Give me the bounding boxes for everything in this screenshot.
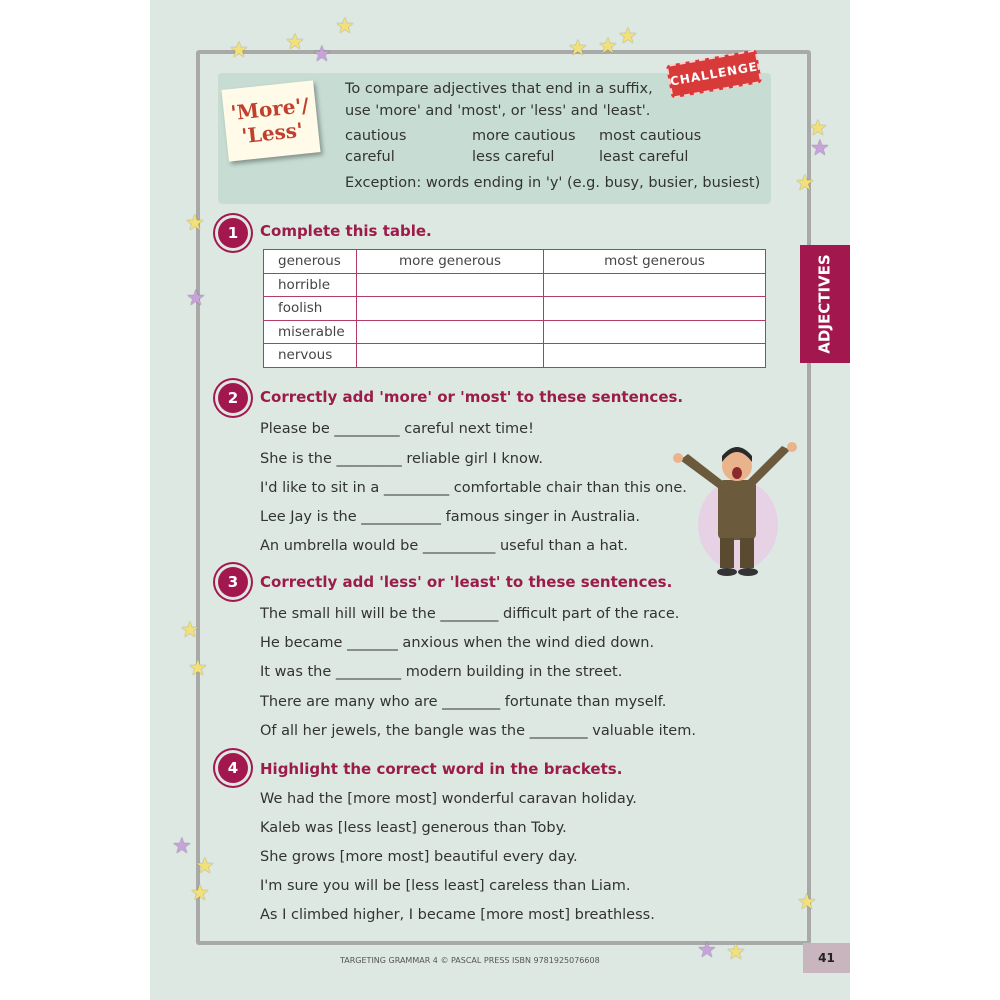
star-icon: ★ <box>172 834 192 859</box>
rule-line-1: To compare adjectives that end in a suffix, <box>345 81 653 97</box>
star-icon: ★ <box>697 938 717 963</box>
example-superlative-1: most cautious <box>599 128 702 144</box>
sentence-line: She is the _________ reliable girl I know. <box>260 451 543 467</box>
footer-credit: TARGETING GRAMMAR 4 © PASCAL PRESS ISBN 9781925076608 <box>340 956 600 965</box>
page-number: 41 <box>803 943 850 973</box>
star-icon: ★ <box>808 116 828 141</box>
sentence-line: She grows [more most] beautiful every day. <box>260 849 578 865</box>
star-icon: ★ <box>285 30 305 55</box>
sentence-line: I'd like to sit in a _________ comfortable chair than this one. <box>260 480 687 496</box>
sentence-line: Lee Jay is the ___________ famous singer in Australia. <box>260 509 640 525</box>
star-icon: ★ <box>186 286 206 311</box>
section-tab <box>800 245 850 363</box>
question-1-number: 1 <box>218 218 248 248</box>
rule-exception: Exception: words ending in 'y' (e.g. busy, busier, busiest) <box>345 175 761 191</box>
star-icon: ★ <box>618 24 638 49</box>
note-line-2: 'Less' <box>240 117 305 149</box>
question-4-title: Highlight the correct word in the brackets. <box>260 760 623 778</box>
example-base-1: cautious <box>345 128 407 144</box>
star-icon: ★ <box>726 940 746 965</box>
answer-cell[interactable] <box>544 273 766 297</box>
star-icon: ★ <box>568 36 588 61</box>
star-icon: ★ <box>795 171 815 196</box>
question-3-number: 3 <box>218 567 248 597</box>
question-2-title: Correctly add 'more' or 'most' to these sentences. <box>260 388 684 406</box>
table-cell: foolish <box>264 297 357 321</box>
table-cell: generous <box>264 250 357 274</box>
comparison-table <box>263 249 766 368</box>
table-cell: miserable <box>264 320 357 344</box>
answer-cell[interactable] <box>544 344 766 368</box>
sentence-line: He became _______ anxious when the wind died down. <box>260 635 655 651</box>
challenge-badge: CHALLENGE <box>666 49 763 98</box>
table-row <box>264 320 766 344</box>
table-header-row <box>264 250 766 274</box>
example-base-2: careful <box>345 149 395 165</box>
star-icon: ★ <box>195 854 215 879</box>
star-icon: ★ <box>598 34 618 59</box>
star-icon: ★ <box>190 881 210 906</box>
sentence-line: Kaleb was [less least] generous than Toby. <box>260 820 567 836</box>
example-superlative-2: least careful <box>599 149 689 165</box>
sentence-line: We had the [more most] wonderful caravan holiday. <box>260 791 637 807</box>
table-row <box>264 273 766 297</box>
example-comparative-1: more cautious <box>472 128 576 144</box>
sentence-line: Please be _________ careful next time! <box>260 421 534 437</box>
sentence-line: I'm sure you will be [less least] careless than Liam. <box>260 878 631 894</box>
sentence-line: There are many who are ________ fortunate than myself. <box>260 694 667 710</box>
sentence-line: As I climbed higher, I became [more most] breathless. <box>260 907 655 923</box>
sentence-line: It was the _________ modern building in the street. <box>260 664 623 680</box>
rule-line-2: use 'more' and 'most', or 'less' and 'least'. <box>345 103 651 119</box>
star-icon: ★ <box>180 618 200 643</box>
more-less-note <box>221 80 320 161</box>
answer-cell[interactable] <box>357 344 544 368</box>
star-icon: ★ <box>312 42 332 67</box>
star-icon: ★ <box>185 211 205 236</box>
answer-cell[interactable] <box>357 273 544 297</box>
answer-cell[interactable] <box>544 297 766 321</box>
example-comparative-2: less careful <box>472 149 555 165</box>
table-row <box>264 297 766 321</box>
answer-cell[interactable] <box>357 320 544 344</box>
answer-cell[interactable] <box>544 320 766 344</box>
table-cell: nervous <box>264 344 357 368</box>
table-cell: more generous <box>357 250 544 274</box>
star-icon: ★ <box>810 136 830 161</box>
star-icon: ★ <box>335 14 355 39</box>
sentence-line: Of all her jewels, the bangle was the ________ valuable item. <box>260 723 696 739</box>
table-row <box>264 344 766 368</box>
sentence-line: The small hill will be the ________ difficult part of the race. <box>260 606 680 622</box>
question-3-title: Correctly add 'less' or 'least' to these sentences. <box>260 573 673 591</box>
table-cell: most generous <box>544 250 766 274</box>
table-cell: horrible <box>264 273 357 297</box>
star-icon: ★ <box>229 38 249 63</box>
star-icon: ★ <box>797 890 817 915</box>
star-icon: ★ <box>188 656 208 681</box>
singer-illustration <box>670 430 800 580</box>
note-line-1: 'More'/ <box>229 93 310 126</box>
question-4-number: 4 <box>218 753 248 783</box>
sentence-line: An umbrella would be __________ useful than a hat. <box>260 538 628 554</box>
question-2-number: 2 <box>218 383 248 413</box>
question-1-title: Complete this table. <box>260 222 432 240</box>
section-tab-label: ADJECTIVES <box>816 254 834 354</box>
answer-cell[interactable] <box>357 297 544 321</box>
